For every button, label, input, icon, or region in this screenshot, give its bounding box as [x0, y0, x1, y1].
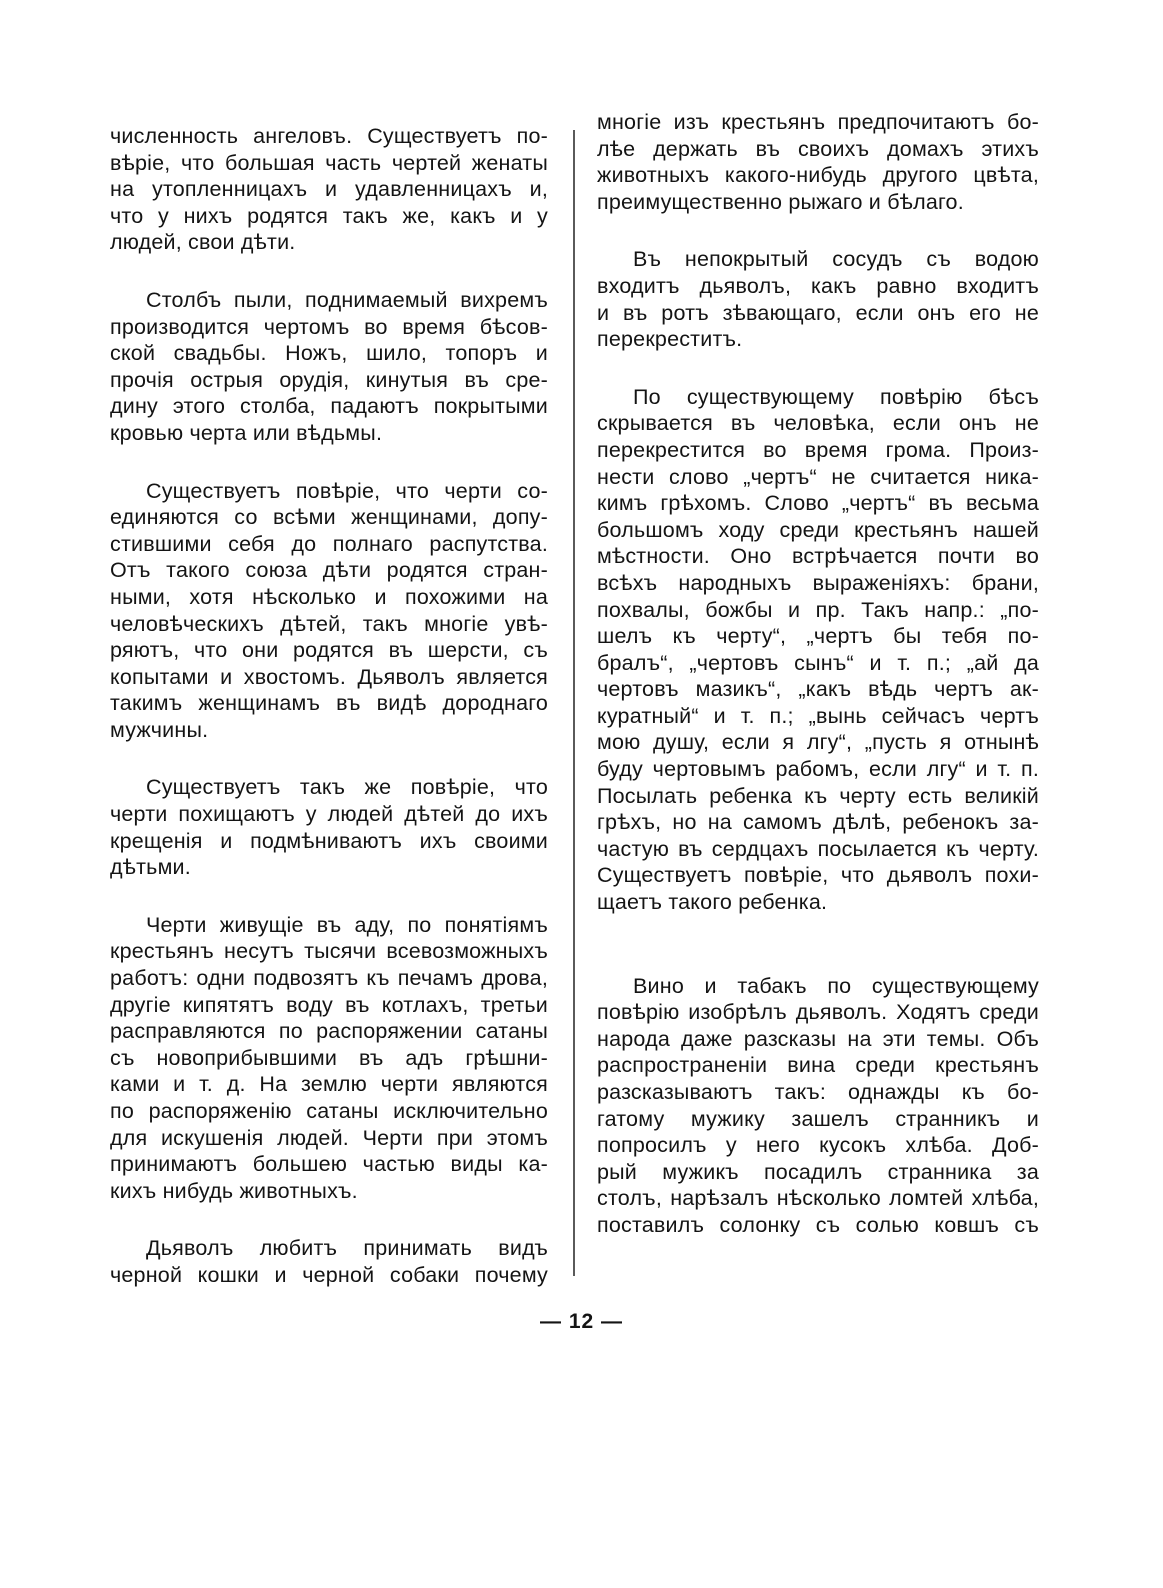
text-line: человѣческихъ дѣтей, такъ многіе увѣ-	[110, 611, 548, 636]
left-column	[110, 123, 548, 1289]
text-line: Въ непокрытый сосудъ съ водою	[633, 247, 1039, 272]
text-line: на утопленницахъ и удавленницахъ и,	[110, 177, 548, 202]
text-line: По существующему повѣрію бѣсъ	[633, 384, 1039, 409]
text-line: животныхъ какого-нибудь другого цвѣта,	[597, 163, 1039, 188]
text-line: черной кошки и черной собаки почему	[110, 1262, 548, 1287]
text-line: щаетъ такого ребенка.	[597, 890, 828, 915]
text-line: крестьянъ несутъ тысячи всевозможныхъ	[110, 939, 548, 964]
text-line: кихъ нибудь животныхъ.	[110, 1178, 358, 1203]
text-line: численность ангеловъ. Существуетъ по-	[110, 124, 548, 148]
text-line: черти похищаютъ у людей дѣтей до ихъ	[110, 802, 548, 827]
text-line: дину этого столба, падаютъ покрытыми	[110, 394, 548, 419]
text-line: кимъ грѣхомъ. Слово „чертъ“ въ весьма	[597, 491, 1039, 516]
text-line: нести слово „чертъ“ не считается ника-	[597, 464, 1039, 489]
text-line: дѣтьми.	[110, 855, 191, 880]
paragraph	[110, 287, 548, 447]
text-line: крещенія и подмѣниваютъ ихъ своими	[110, 828, 548, 853]
text-line: всѣхъ народныхъ выраженіяхъ: брани,	[597, 570, 1039, 595]
text-line: принимаютъ большею частью виды ка-	[110, 1152, 548, 1177]
text-line: стившими себя до полнаго распутства.	[110, 531, 548, 556]
text-line: Столбъ пыли, поднимаемый вихремъ	[146, 287, 548, 312]
text-line: мужчины.	[110, 717, 209, 742]
text-line: большомъ ходу среди крестьянъ нашей	[597, 517, 1039, 542]
text-line: ками и т. д. На землю черти являются	[110, 1072, 548, 1097]
text-line: Дьяволъ любитъ принимать видъ	[146, 1236, 548, 1261]
text-line: Черти живущіе въ аду, по понятіямъ	[146, 912, 548, 937]
text-line: поставилъ солонку съ солью ковшъ съ	[597, 1212, 1039, 1237]
text-line: копытами и хвостомъ. Дьяволъ является	[110, 664, 548, 689]
text-line: по распоряженію сатаны исключительно	[110, 1099, 548, 1123]
text-line: Отъ такого союза дѣти родятся стран-	[110, 558, 548, 583]
text-line: перекрестится во время грома. Произ-	[597, 437, 1039, 462]
text-line: рый мужикъ посадилъ странника за	[597, 1159, 1039, 1184]
text-line: вѣріе, что большая часть чертей женаты	[110, 150, 548, 175]
text-line: распространеніи вина среди крестьянъ	[597, 1053, 1039, 1078]
paragraph	[110, 123, 548, 256]
page-number: — 12 —	[539, 1310, 624, 1333]
text-line: Посылать ребенка къ черту есть великій	[597, 783, 1039, 808]
text-line: входитъ дьяволъ, какъ равно входитъ	[597, 273, 1039, 298]
text-line: кровью черта или вѣдьмы.	[110, 420, 383, 445]
text-line: чертовъ мазикъ“, „какъ вѣдь чертъ ак-	[597, 677, 1039, 702]
text-line: съ новоприбывшими въ адъ грѣшни-	[110, 1045, 548, 1070]
text-line: расправляются по распоряжении сатаны	[110, 1019, 548, 1044]
paragraph	[110, 478, 548, 744]
text-line: что у нихъ родятся такъ же, какъ и у	[110, 203, 548, 228]
text-line: лѣе держать въ своихъ домахъ этихъ	[597, 136, 1039, 161]
text-line: людей, свои дѣти.	[110, 230, 296, 255]
text-line: и въ ротъ зѣвающаго, если онъ его не	[597, 300, 1039, 325]
text-line: работъ: одни подвозятъ къ печамъ дрова,	[110, 966, 548, 991]
text-line: скрывается въ человѣка, если онъ не	[597, 411, 1039, 436]
text-line: куратный“ и т. п.; „вынь сейчасъ чертъ	[597, 703, 1039, 728]
text-line: Вино и табакъ по существующему	[633, 973, 1039, 998]
text-line: столъ, нарѣзалъ нѣсколько ломтей хлѣба,	[597, 1186, 1039, 1211]
text-line: перекреститъ.	[597, 327, 743, 352]
text-line: Существуетъ такъ же повѣріе, что	[146, 775, 548, 800]
text-line: такимъ женщинамъ въ видѣ дороднаго	[110, 691, 548, 716]
text-line: мою душу, если я лгу“, „пусть я отнынѣ	[597, 730, 1039, 755]
paragraph	[597, 384, 1039, 916]
text-line: ряютъ, что они родятся въ шерсти, съ	[110, 638, 548, 663]
text-line: народа даже разсказы на эти темы. Объ	[597, 1026, 1039, 1051]
text-line: единяются со всѣми женщинами, допу-	[110, 505, 548, 530]
text-line: мѣстности. Оно встрѣчается почти во	[597, 544, 1039, 569]
text-line: Существуетъ повѣріе, что черти со-	[146, 478, 548, 503]
paragraph	[597, 246, 1039, 352]
text-line: повѣрію изобрѣлъ дьяволъ. Ходятъ среди	[597, 1000, 1039, 1025]
text-line: другіе кипятятъ воду въ котлахъ, третьи	[110, 992, 548, 1017]
text-line: частую въ сердцахъ посылается къ черту.	[597, 836, 1039, 861]
paragraph	[110, 912, 548, 1205]
text-line: прочія острыя орудія, кинутыя въ сре-	[110, 367, 548, 392]
text-line: для искушенія людей. Черти при этомъ	[110, 1125, 548, 1150]
text-line: ными, хотя нѣсколько и похожими на	[110, 584, 548, 609]
text-line: разсказываютъ такъ: однажды къ бо-	[597, 1080, 1039, 1104]
text-line: бралъ“, „чертовъ сынъ“ и т. п.; „ай да	[597, 650, 1039, 675]
text-line: производится чертомъ во время бѣсов-	[110, 314, 548, 339]
text-line: Существуетъ повѣріе, что дьяволъ похи-	[597, 863, 1039, 888]
text-line: многіе изъ крестьянъ предпочитаютъ бо-	[597, 110, 1039, 134]
right-column	[597, 110, 1039, 1239]
paragraph	[597, 109, 1039, 215]
text-line: буду чертовымъ рабомъ, если лгу“ и т. п.	[597, 757, 1039, 782]
text-line: похвалы, божбы и пр. Такъ напр.: „по-	[597, 597, 1039, 622]
paragraph	[597, 973, 1039, 1239]
paragraph	[110, 774, 548, 880]
text-line: грѣхъ, но на самомъ дѣлѣ, ребенокъ за-	[597, 810, 1039, 835]
paragraph	[110, 1235, 548, 1288]
text-line: гатому мужику зашелъ странникъ и	[597, 1106, 1039, 1131]
text-line: шелъ къ черту“, „чертъ бы тебя по-	[597, 624, 1039, 649]
text-line: попросилъ у него кусокъ хлѣба. Доб-	[597, 1133, 1039, 1158]
text-line: преимущественно рыжаго и бѣлаго.	[597, 189, 964, 214]
text-line: ской свадьбы. Ножъ, шило, топоръ и	[110, 341, 548, 366]
column-divider	[573, 130, 575, 1276]
